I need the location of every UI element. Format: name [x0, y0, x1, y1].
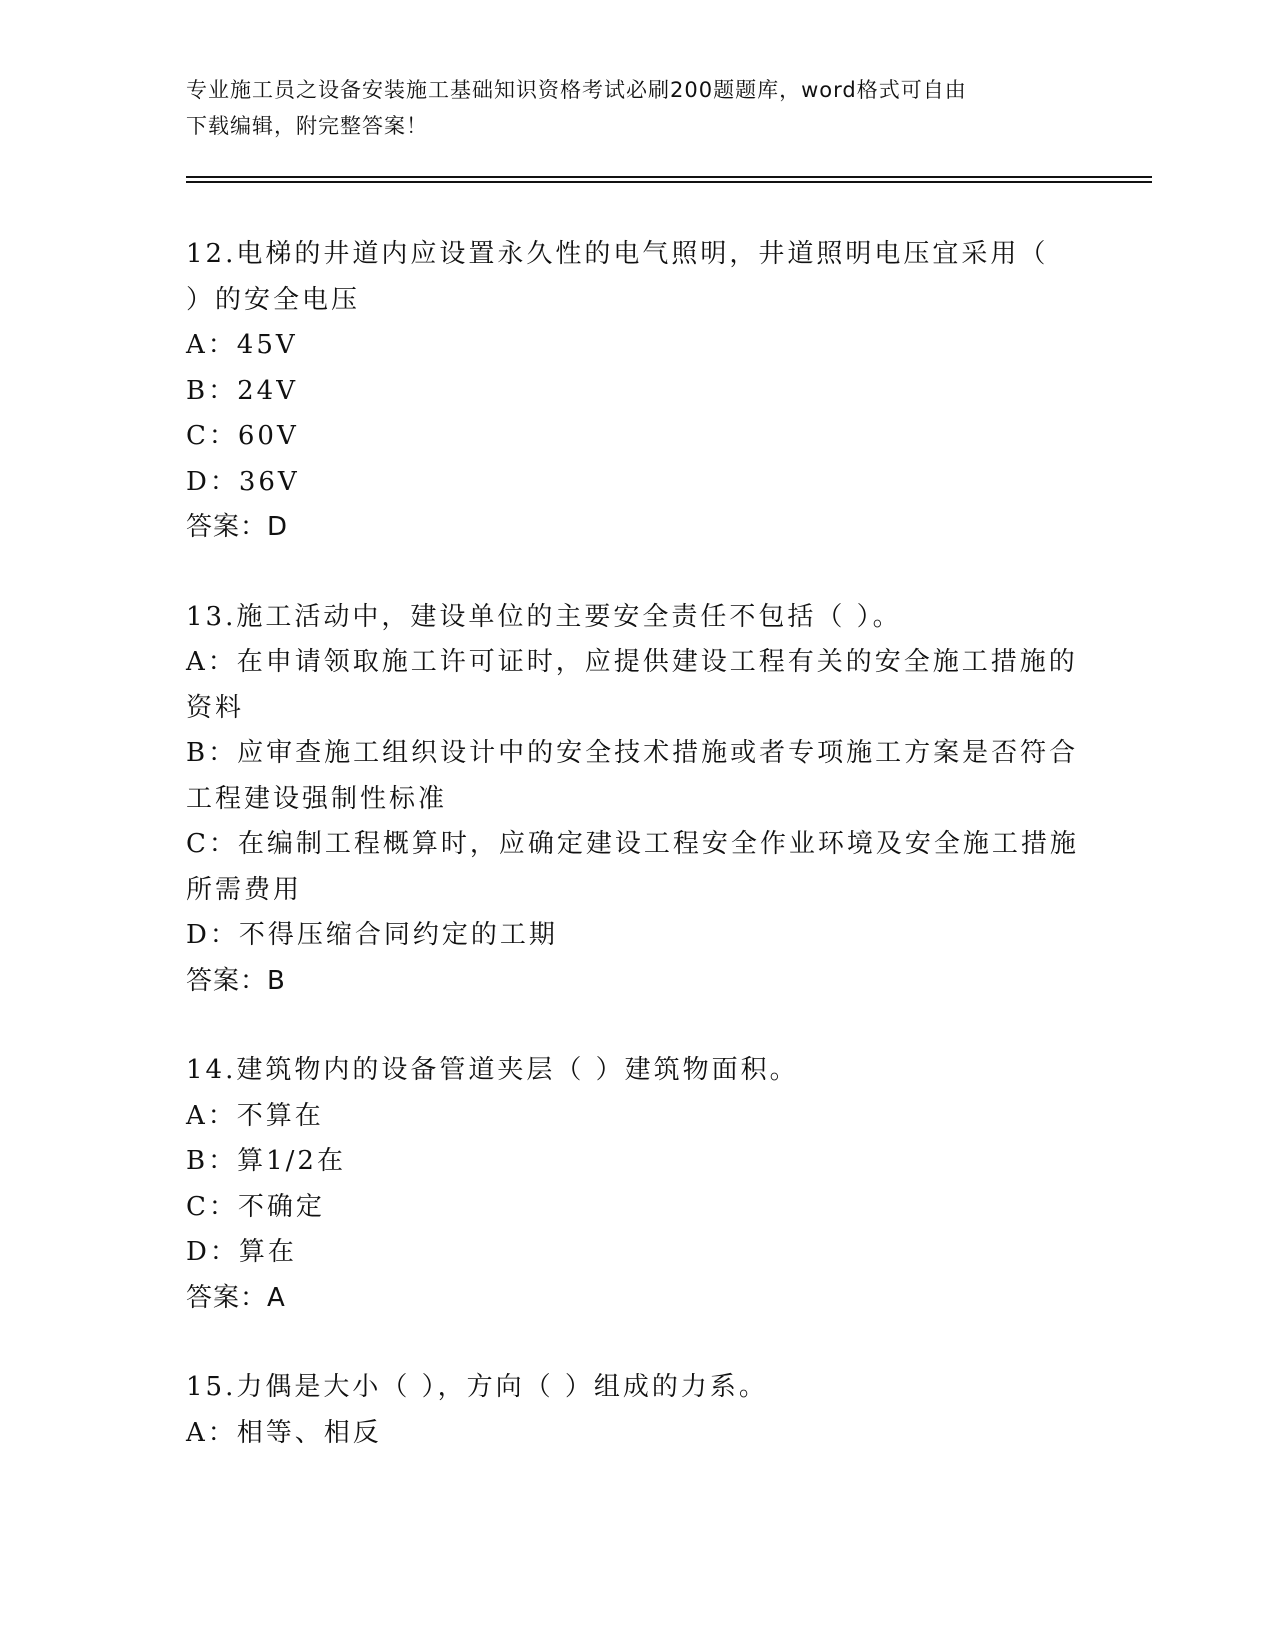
question-stem: 14.建筑物内的设备管道夹层（ ）建筑物面积。: [186, 1055, 799, 1085]
answer: 答案：A: [186, 1282, 286, 1313]
question-stem: 15.力偶是大小（ ），方向（ ）组成的力系。: [186, 1372, 768, 1402]
option-a: A：45V: [186, 330, 298, 360]
option-c: C：60V: [186, 421, 299, 451]
header-line-1: 专业施工员之设备安装施工基础知识资格考试必刷200题题库，word格式可自由: [186, 78, 967, 102]
header-rule-bottom: [186, 181, 1152, 183]
document-header: [186, 72, 1086, 144]
option-d: D：不得压缩合同约定的工期: [186, 920, 558, 950]
option-c-cont: 所需费用: [186, 874, 303, 905]
question-14: [186, 1048, 1086, 1321]
option-b-cont: 工程建设强制性标准: [186, 783, 448, 814]
answer: 答案：B: [186, 965, 286, 996]
question-stem: 13.施工活动中，建设单位的主要安全责任不包括（ ）。: [186, 601, 902, 632]
option-c: C：在编制工程概算时，应确定建设工程安全作业环境及安全施工措施: [186, 829, 1079, 859]
question-list: [186, 232, 1086, 1500]
question-13: [186, 595, 1086, 1005]
header-rule-top: [186, 176, 1152, 178]
option-d: D：算在: [186, 1237, 297, 1267]
question-12: [186, 232, 1086, 551]
option-c: C：不确定: [186, 1191, 325, 1222]
question-stem: 12.电梯的井道内应设置永久性的电气照明，井道照明电压宜采用（: [186, 239, 1049, 269]
header-line-2: 下载编辑，附完整答案！: [186, 114, 428, 138]
answer: 答案：D: [186, 512, 289, 542]
option-a: A：在申请领取施工许可证时，应提供建设工程有关的安全施工措施的: [186, 647, 1078, 677]
question-15: [186, 1365, 1086, 1456]
option-b: B：算1/2在: [186, 1146, 346, 1176]
option-b: B：24V: [186, 375, 298, 406]
option-a: A：相等、相反: [186, 1417, 382, 1448]
option-a-cont: 资料: [186, 692, 245, 723]
question-stem: ）的安全电压: [186, 284, 361, 315]
option-b: B：应审查施工组织设计中的安全技术措施或者专项施工方案是否符合: [186, 738, 1079, 768]
option-d: D：36V: [186, 466, 300, 497]
option-a: A：不算在: [186, 1100, 324, 1131]
